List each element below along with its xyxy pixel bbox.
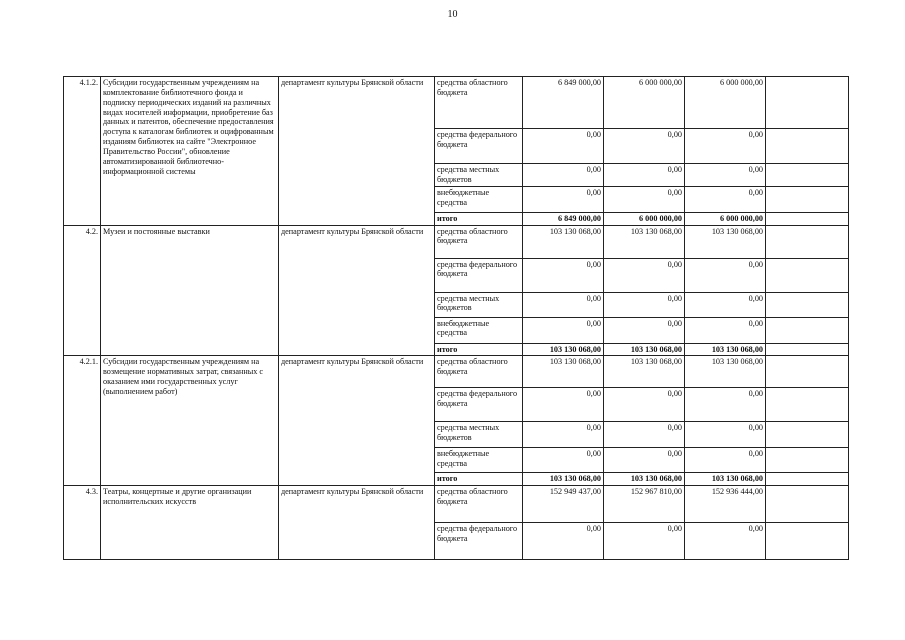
amount-cell: 0,00 (604, 186, 685, 212)
item-name: Субсидии государственным учреждениям на комплектование библиотечного фонда и подписку периодических изданий на различных видах носителей информации, приобретение баз данных и патентов, обеспечение предоставления доступа к каталогам библиотек и оцифрованным изданиям библиотек на сайте "Электронное Правительство России", обновление автоматизированной библиотечно-информационной системы (101, 77, 279, 226)
amount-cell: 0,00 (604, 448, 685, 473)
amount-cell: 0,00 (523, 448, 604, 473)
amount-cell: 103 130 068,00 (685, 225, 766, 258)
empty-cell (766, 343, 849, 356)
funding-source: внебюджетные средства (435, 448, 523, 473)
amount-cell: 103 130 068,00 (604, 356, 685, 388)
page-number: 10 (447, 9, 458, 20)
funding-source: внебюджетные средства (435, 317, 523, 343)
amount-cell: 0,00 (604, 317, 685, 343)
amount-cell: 0,00 (523, 388, 604, 422)
item-code: 4.3. (64, 486, 101, 560)
amount-cell: 0,00 (523, 523, 604, 560)
item-code: 4.2.1. (64, 356, 101, 486)
amount-cell: 103 130 068,00 (604, 473, 685, 486)
amount-cell: 103 130 068,00 (523, 343, 604, 356)
amount-cell: 0,00 (685, 422, 766, 448)
empty-cell (766, 186, 849, 212)
amount-cell: 0,00 (685, 523, 766, 560)
total-label: итого (435, 473, 523, 486)
amount-cell: 0,00 (523, 129, 604, 164)
empty-cell (766, 77, 849, 129)
funding-source: средства местных бюджетов (435, 422, 523, 448)
amount-cell: 103 130 068,00 (604, 225, 685, 258)
funding-source: средства областного бюджета (435, 77, 523, 129)
table-row (64, 77, 849, 129)
amount-cell: 103 130 068,00 (604, 343, 685, 356)
funding-source: средства федерального бюджета (435, 388, 523, 422)
amount-cell: 0,00 (523, 317, 604, 343)
amount-cell: 0,00 (685, 258, 766, 292)
amount-cell: 152 949 437,00 (523, 486, 604, 523)
empty-cell (766, 388, 849, 422)
funding-source: средства федерального бюджета (435, 523, 523, 560)
total-label: итого (435, 343, 523, 356)
amount-cell: 0,00 (604, 422, 685, 448)
amount-cell: 103 130 068,00 (523, 473, 604, 486)
empty-cell (766, 473, 849, 486)
empty-cell (766, 129, 849, 164)
empty-cell (766, 448, 849, 473)
amount-cell: 0,00 (523, 292, 604, 317)
amount-cell: 0,00 (685, 317, 766, 343)
amount-cell: 0,00 (685, 388, 766, 422)
amount-cell: 0,00 (523, 164, 604, 187)
amount-cell: 0,00 (604, 292, 685, 317)
amount-cell: 0,00 (523, 258, 604, 292)
funding-source: средства областного бюджета (435, 356, 523, 388)
table-row (64, 356, 849, 388)
item-name: Субсидии государственным учреждениям на возмещение нормативных затрат, связанных с оказанием ими государственных услуг (выполнением работ) (101, 356, 279, 486)
empty-cell (766, 486, 849, 523)
empty-cell (766, 523, 849, 560)
item-name: Театры, концертные и другие организации исполнительских искусств (101, 486, 279, 560)
amount-cell: 0,00 (523, 422, 604, 448)
amount-cell: 103 130 068,00 (685, 343, 766, 356)
empty-cell (766, 225, 849, 258)
item-executor: департамент культуры Брянской области (279, 77, 435, 226)
amount-cell: 0,00 (685, 186, 766, 212)
item-executor: департамент культуры Брянской области (279, 356, 435, 486)
table-row (64, 486, 849, 523)
amount-cell: 6 000 000,00 (685, 212, 766, 225)
amount-cell: 152 936 444,00 (685, 486, 766, 523)
total-label: итого (435, 212, 523, 225)
empty-cell (766, 164, 849, 187)
amount-cell: 6 849 000,00 (523, 212, 604, 225)
budget-table (63, 76, 849, 560)
item-executor: департамент культуры Брянской области (279, 486, 435, 560)
funding-source: средства местных бюджетов (435, 292, 523, 317)
empty-cell (766, 258, 849, 292)
amount-cell: 103 130 068,00 (685, 473, 766, 486)
empty-cell (766, 292, 849, 317)
funding-source: средства федерального бюджета (435, 258, 523, 292)
amount-cell: 0,00 (685, 292, 766, 317)
funding-source: средства местных бюджетов (435, 164, 523, 187)
amount-cell: 6 000 000,00 (604, 77, 685, 129)
amount-cell: 103 130 068,00 (523, 356, 604, 388)
table-row (64, 225, 849, 258)
amount-cell: 0,00 (604, 129, 685, 164)
amount-cell: 0,00 (604, 164, 685, 187)
funding-source: внебюджетные средства (435, 186, 523, 212)
amount-cell: 6 000 000,00 (685, 77, 766, 129)
empty-cell (766, 212, 849, 225)
funding-source: средства федерального бюджета (435, 129, 523, 164)
amount-cell: 0,00 (685, 164, 766, 187)
amount-cell: 0,00 (604, 258, 685, 292)
amount-cell: 103 130 068,00 (523, 225, 604, 258)
item-code: 4.2. (64, 225, 101, 356)
amount-cell: 0,00 (523, 186, 604, 212)
amount-cell: 0,00 (604, 388, 685, 422)
amount-cell: 0,00 (685, 129, 766, 164)
funding-source: средства областного бюджета (435, 225, 523, 258)
empty-cell (766, 422, 849, 448)
item-executor: департамент культуры Брянской области (279, 225, 435, 356)
empty-cell (766, 317, 849, 343)
item-code: 4.1.2. (64, 77, 101, 226)
empty-cell (766, 356, 849, 388)
item-name: Музеи и постоянные выставки (101, 225, 279, 356)
amount-cell: 6 849 000,00 (523, 77, 604, 129)
budget-table-body (64, 77, 849, 560)
funding-source: средства областного бюджета (435, 486, 523, 523)
amount-cell: 103 130 068,00 (685, 356, 766, 388)
amount-cell: 0,00 (604, 523, 685, 560)
amount-cell: 6 000 000,00 (604, 212, 685, 225)
amount-cell: 152 967 810,00 (604, 486, 685, 523)
amount-cell: 0,00 (685, 448, 766, 473)
